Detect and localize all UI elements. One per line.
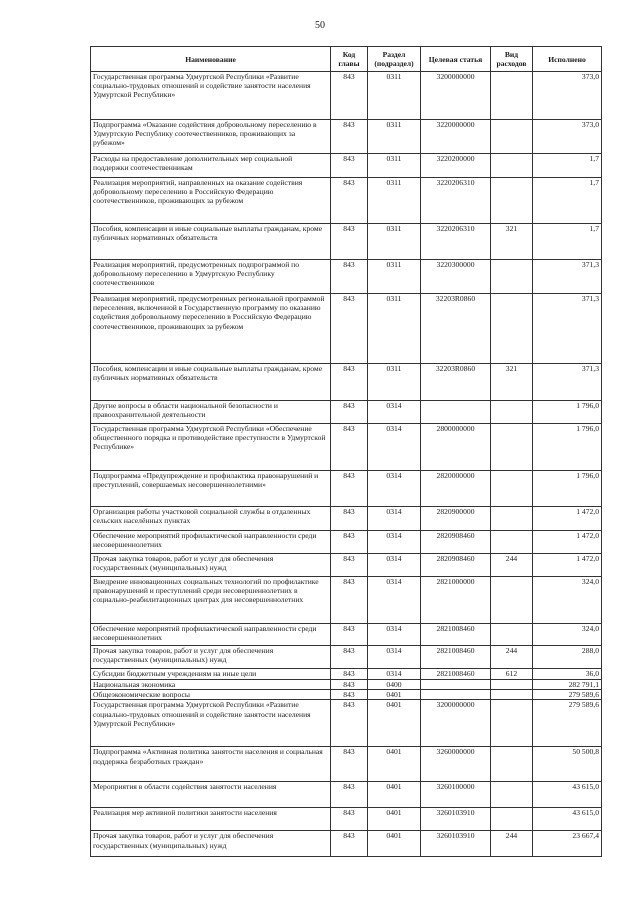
cell-kind: [491, 154, 533, 178]
header-article: Целевая статья: [421, 47, 491, 72]
cell-name: Государственная программа Удмуртской Республики «Развитие социально-трудовых отношений и содействие занятости населения Удмуртской Республики»: [91, 700, 331, 747]
cell-name: Прочая закупка товаров, работ и услуг для обеспечения государственных (муниципальных) нужд: [91, 831, 331, 857]
table-row: [91, 690, 602, 700]
cell-section: 0314: [368, 577, 421, 624]
cell-kind: [491, 72, 533, 120]
cell-amount: 1 472,0: [533, 554, 602, 577]
cell-section: 0314: [368, 624, 421, 646]
cell-name: Расходы на предоставление дополнительных мер социальной поддержки соотечественникам: [91, 154, 331, 178]
header-code: Код главы: [331, 47, 368, 72]
cell-kind: [491, 294, 533, 364]
cell-kind: [491, 401, 533, 424]
cell-code: 843: [331, 646, 368, 669]
page-number: 50: [315, 20, 325, 31]
cell-amount: 1,7: [533, 224, 602, 260]
cell-code: 843: [331, 294, 368, 364]
cell-article: 2820908460: [421, 554, 491, 577]
cell-section: 0314: [368, 507, 421, 531]
cell-name: Реализация мероприятий, предусмотренных региональной программой переселения, включенной в Государственную программу по оказанию содействия добровольному переселению в Российскую Федерацию соотечественников, проживающих за рубежом: [91, 294, 331, 364]
cell-section: 0401: [368, 690, 421, 700]
cell-name: Организация работы участковой социальной службы в отдаленных сельских населённых пунктах: [91, 507, 331, 531]
header-kind: Вид расходов: [491, 47, 533, 72]
cell-article: [421, 401, 491, 424]
cell-name: Пособия, компенсации и иные социальные выплаты гражданам, кроме публичных нормативных обязательств: [91, 224, 331, 260]
cell-kind: [491, 531, 533, 554]
cell-article: 3260103910: [421, 808, 491, 831]
cell-section: 0311: [368, 178, 421, 224]
header-name: Наименование: [91, 47, 331, 72]
cell-amount: 288,0: [533, 646, 602, 669]
cell-code: 843: [331, 364, 368, 401]
cell-name: Прочая закупка товаров, работ и услуг для обеспечения государственных (муниципальных) нужд: [91, 646, 331, 669]
cell-code: 843: [331, 690, 368, 700]
table-row: [91, 294, 602, 364]
cell-section: 0314: [368, 646, 421, 669]
cell-article: 2821008460: [421, 669, 491, 680]
cell-amount: 371,3: [533, 260, 602, 294]
cell-section: 0314: [368, 554, 421, 577]
table-row: [91, 260, 602, 294]
cell-name: Подпрограмма «Активная политика занятости населения и социальная поддержка безработных граждан»: [91, 747, 331, 782]
cell-name: Реализация мероприятий, предусмотренных подпрограммой по добровольному переселению в Удмуртскую Республику соотечественников: [91, 260, 331, 294]
cell-amount: 324,0: [533, 624, 602, 646]
cell-amount: 1 796,0: [533, 401, 602, 424]
table-row: [91, 178, 602, 224]
cell-name: Реализация мероприятий, направленных на оказание содействия добровольному переселению в Российскую Федерацию соотечественников, проживающих за рубежом: [91, 178, 331, 224]
cell-article: 2820000000: [421, 471, 491, 507]
table-row: [91, 154, 602, 178]
cell-section: 0314: [368, 424, 421, 471]
cell-name: Национальная экономика: [91, 680, 331, 690]
cell-code: 843: [331, 669, 368, 680]
table-row: [91, 669, 602, 680]
header-section: Раздел (подраздел): [368, 47, 421, 72]
cell-kind: [491, 178, 533, 224]
cell-code: 843: [331, 782, 368, 808]
table-row: [91, 782, 602, 808]
cell-amount: 279 589,6: [533, 700, 602, 747]
cell-code: 843: [331, 577, 368, 624]
cell-article: 2820900000: [421, 507, 491, 531]
cell-amount: 279 589,6: [533, 690, 602, 700]
cell-amount: 43 615,0: [533, 808, 602, 831]
cell-article: 2820908460: [421, 531, 491, 554]
table-row: [91, 224, 602, 260]
table-row: [91, 831, 602, 857]
cell-section: 0311: [368, 72, 421, 120]
cell-amount: 1 796,0: [533, 424, 602, 471]
cell-section: 0314: [368, 531, 421, 554]
cell-name: Общеэкономические вопросы: [91, 690, 331, 700]
cell-code: 843: [331, 260, 368, 294]
cell-amount: 1 472,0: [533, 507, 602, 531]
table-row: [91, 747, 602, 782]
cell-code: 843: [331, 224, 368, 260]
cell-code: 843: [331, 747, 368, 782]
cell-article: 3220200000: [421, 154, 491, 178]
cell-name: Обеспечение мероприятий профилактической направленности среди несовершеннолетних: [91, 531, 331, 554]
cell-kind: 321: [491, 364, 533, 401]
cell-article: 2821008460: [421, 646, 491, 669]
cell-article: 2821008460: [421, 624, 491, 646]
cell-section: 0311: [368, 120, 421, 154]
cell-name: Пособия, компенсации и иные социальные выплаты гражданам, кроме публичных нормативных обязательств: [91, 364, 331, 401]
cell-article: 3220300000: [421, 260, 491, 294]
cell-article: 3260103910: [421, 831, 491, 857]
cell-kind: [491, 260, 533, 294]
table-row: [91, 364, 602, 401]
cell-kind: [491, 690, 533, 700]
cell-name: Государственная программа Удмуртской Республики «Обеспечение общественного порядка и противодействие преступности в Удмуртской Республике»: [91, 424, 331, 471]
cell-name: Подпрограмма «Предупреждение и профилактика правонарушений и преступлений, совершаемых несовершеннолетними»: [91, 471, 331, 507]
cell-article: 3200000000: [421, 72, 491, 120]
cell-kind: [491, 507, 533, 531]
cell-section: 0314: [368, 471, 421, 507]
cell-section: 0311: [368, 294, 421, 364]
cell-code: 843: [331, 401, 368, 424]
cell-code: 843: [331, 178, 368, 224]
cell-amount: 1,7: [533, 154, 602, 178]
cell-amount: 371,3: [533, 294, 602, 364]
cell-section: 0311: [368, 260, 421, 294]
cell-kind: 612: [491, 669, 533, 680]
cell-name: Субсидии бюджетным учреждениям на иные цели: [91, 669, 331, 680]
cell-article: 3260100000: [421, 782, 491, 808]
cell-section: 0400: [368, 680, 421, 690]
budget-table: [90, 46, 602, 857]
cell-kind: [491, 424, 533, 471]
cell-code: 843: [331, 471, 368, 507]
cell-name: Прочая закупка товаров, работ и услуг для обеспечения государственных (муниципальных) нужд: [91, 554, 331, 577]
cell-section: 0311: [368, 224, 421, 260]
cell-code: 843: [331, 507, 368, 531]
cell-kind: [491, 624, 533, 646]
cell-amount: 43 615,0: [533, 782, 602, 808]
cell-amount: 373,0: [533, 120, 602, 154]
cell-amount: 36,0: [533, 669, 602, 680]
cell-name: Мероприятия в области содействия занятости населения: [91, 782, 331, 808]
cell-article: 3220206310: [421, 178, 491, 224]
cell-article: [421, 690, 491, 700]
cell-article: 3200000000: [421, 700, 491, 747]
cell-section: 0401: [368, 808, 421, 831]
cell-article: 32203R0860: [421, 364, 491, 401]
cell-name: Подпрограмма «Оказание содействия добровольному переселению в Удмуртскую Республику соотечественников, проживающих за рубежом»: [91, 120, 331, 154]
cell-code: 843: [331, 700, 368, 747]
cell-kind: 244: [491, 554, 533, 577]
cell-article: 3260000000: [421, 747, 491, 782]
cell-section: 0401: [368, 782, 421, 808]
cell-kind: [491, 782, 533, 808]
cell-article: 3220000000: [421, 120, 491, 154]
cell-kind: 244: [491, 831, 533, 857]
cell-amount: 50 500,8: [533, 747, 602, 782]
table-row: [91, 507, 602, 531]
cell-section: 0314: [368, 669, 421, 680]
cell-kind: 321: [491, 224, 533, 260]
table-row: [91, 680, 602, 690]
table-row: [91, 120, 602, 154]
cell-amount: 373,0: [533, 72, 602, 120]
cell-section: 0311: [368, 154, 421, 178]
table-row: [91, 700, 602, 747]
cell-code: 843: [331, 831, 368, 857]
table-row: [91, 401, 602, 424]
cell-kind: [491, 120, 533, 154]
table-row: [91, 577, 602, 624]
cell-code: 843: [331, 120, 368, 154]
cell-code: 843: [331, 154, 368, 178]
cell-name: Реализация мер активной политики занятости населения: [91, 808, 331, 831]
table-row: [91, 424, 602, 471]
cell-section: 0311: [368, 364, 421, 401]
header-amount: Исполнено: [533, 47, 602, 72]
cell-kind: [491, 747, 533, 782]
cell-code: 843: [331, 424, 368, 471]
cell-section: 0401: [368, 747, 421, 782]
cell-section: 0401: [368, 831, 421, 857]
cell-kind: [491, 700, 533, 747]
cell-amount: 282 791,1: [533, 680, 602, 690]
cell-article: 2821000000: [421, 577, 491, 624]
cell-kind: 244: [491, 646, 533, 669]
table-header-row: [91, 47, 602, 72]
table-row: [91, 624, 602, 646]
cell-amount: 1 472,0: [533, 531, 602, 554]
cell-code: 843: [331, 554, 368, 577]
cell-name: Обеспечение мероприятий профилактической направленности среди несовершеннолетних: [91, 624, 331, 646]
cell-article: [421, 680, 491, 690]
cell-amount: 1 796,0: [533, 471, 602, 507]
cell-amount: 23 667,4: [533, 831, 602, 857]
table-row: [91, 72, 602, 120]
cell-name: Государственная программа Удмуртской Республики «Развитие социально-трудовых отношений и содействие занятости населения Удмуртской Республики»: [91, 72, 331, 120]
cell-code: 843: [331, 72, 368, 120]
cell-kind: [491, 577, 533, 624]
cell-name: Другие вопросы в области национальной безопасности и правоохранительной деятельности: [91, 401, 331, 424]
table-row: [91, 646, 602, 669]
cell-article: 32203R0860: [421, 294, 491, 364]
cell-code: 843: [331, 531, 368, 554]
cell-amount: 1,7: [533, 178, 602, 224]
cell-amount: 324,0: [533, 577, 602, 624]
table-row: [91, 554, 602, 577]
cell-section: 0401: [368, 700, 421, 747]
cell-name: Внедрение инновационных социальных технологий по профилактике правонарушений и преступлений среди несовершеннолетних в социально-реабилитационных центрах для несовершеннолетних: [91, 577, 331, 624]
cell-article: 3220206310: [421, 224, 491, 260]
cell-article: 2800000000: [421, 424, 491, 471]
cell-kind: [491, 808, 533, 831]
cell-kind: [491, 680, 533, 690]
cell-kind: [491, 471, 533, 507]
cell-code: 843: [331, 624, 368, 646]
cell-amount: 371,3: [533, 364, 602, 401]
table-row: [91, 531, 602, 554]
table-row: [91, 471, 602, 507]
cell-section: 0314: [368, 401, 421, 424]
cell-code: 843: [331, 680, 368, 690]
cell-code: 843: [331, 808, 368, 831]
table-row: [91, 808, 602, 831]
table-body: [91, 72, 602, 857]
